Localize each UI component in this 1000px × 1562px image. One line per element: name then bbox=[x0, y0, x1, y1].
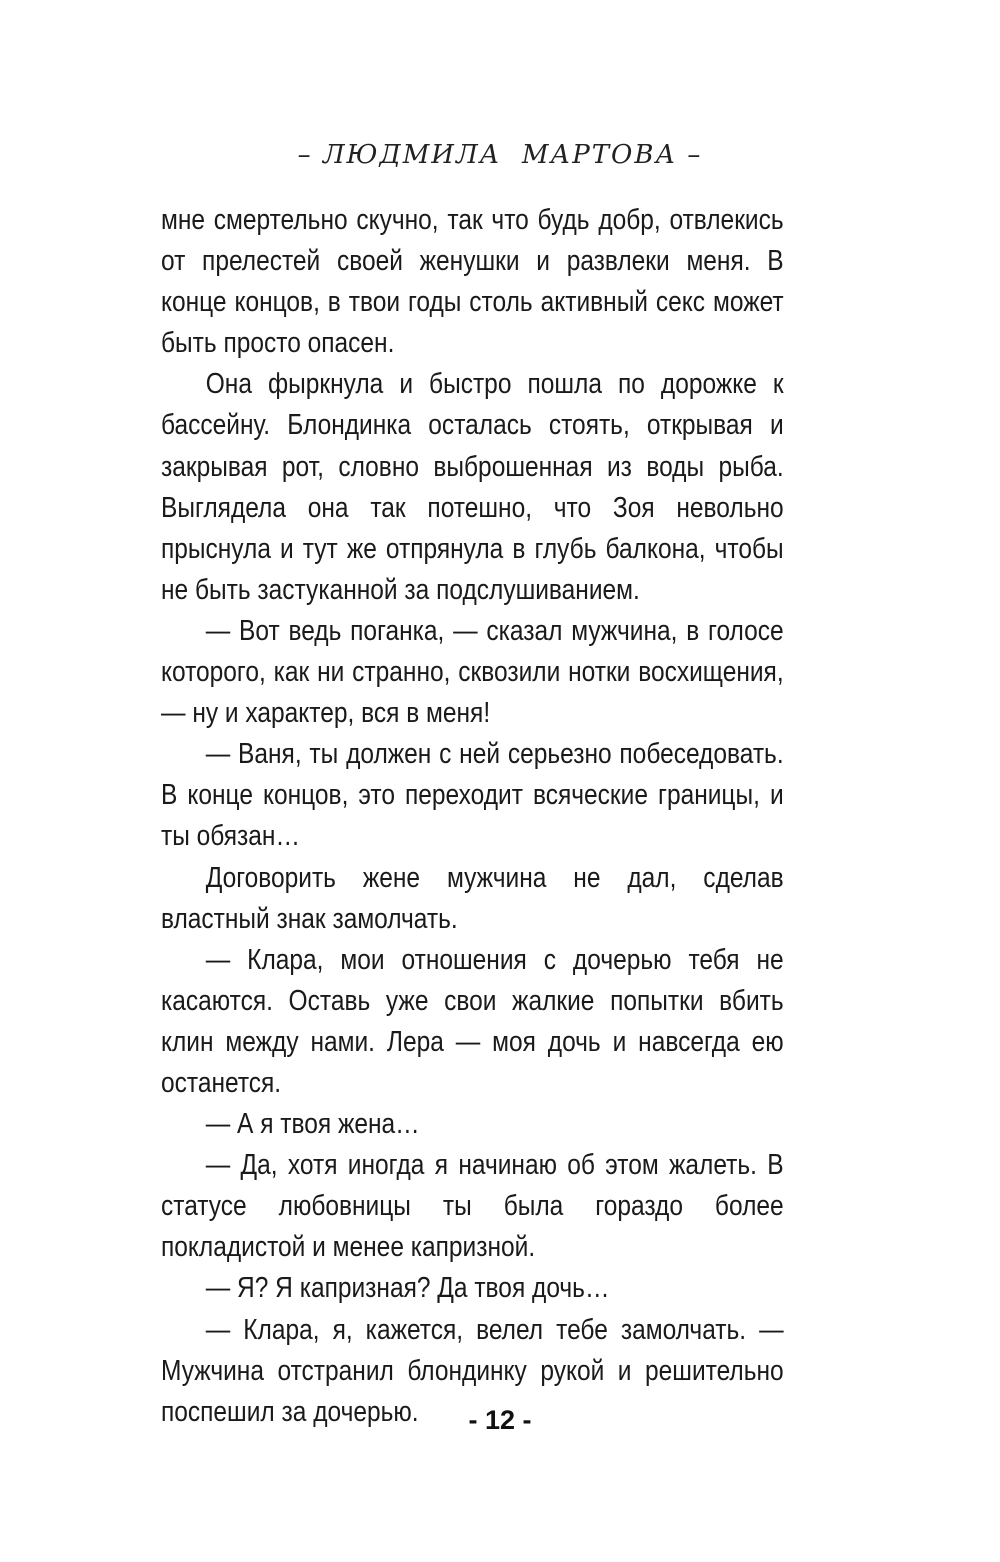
paragraph-6: — Клара, мои отношения с дочерью тебя не касаются. Оставь уже свои жалкие попытки вбить клин между нами. Лера — моя дочь и навсегда ею останется. bbox=[161, 943, 784, 1099]
paragraph-8: — Да, хотя иногда я начинаю об этом жалеть. В статусе любовницы ты была гораздо более покладистой и менее капризной. bbox=[161, 1149, 784, 1264]
running-header-author: – ЛЮДМИЛА МАРТОВА – bbox=[297, 140, 703, 170]
paragraph-5: Договорить жене мужчина не дал, сделав властный знак замолчать. bbox=[161, 861, 784, 935]
paragraph-3: — Вот ведь поганка, — сказал мужчина, в голосе которого, как ни странно, сквозили нотки восхищения, — ну и характер, вся в меня! bbox=[161, 614, 784, 730]
paragraph-4: — Ваня, ты должен с ней серьезно побеседовать. В конце концов, это переходит всяческие границы, и ты обязан… bbox=[161, 738, 784, 853]
paragraph-10: — Клара, я, кажется, велел тебе замолчать. — Мужчина отстранил блондинку рукой и решительно поспешил за дочерью. bbox=[161, 1313, 784, 1428]
paragraph-1: мне смертельно скучно, так что будь добр, отвлекись от прелестей своей женушки и развлеки меня. В конце концов, в твои годы столь активный секс может быть просто опасен. bbox=[161, 204, 784, 360]
paragraph-9: — Я? Я капризная? Да твоя дочь… bbox=[205, 1272, 610, 1305]
body-text bbox=[161, 200, 784, 1433]
paragraph-7: — А я твоя жена… bbox=[205, 1108, 420, 1141]
page-number: - 12 - bbox=[468, 1405, 532, 1435]
paragraph-2: Она фыркнула и быстро пошла по дорожке к бассейну. Блондинка осталась стоять, открывая и закрывая рот, словно выброшенная из воды рыба. Выглядела она так потешно, что Зоя невольно прыснула и тут же отпрянула в глубь балкона, чтобы не быть застуканной за подслушиванием. bbox=[161, 368, 784, 606]
